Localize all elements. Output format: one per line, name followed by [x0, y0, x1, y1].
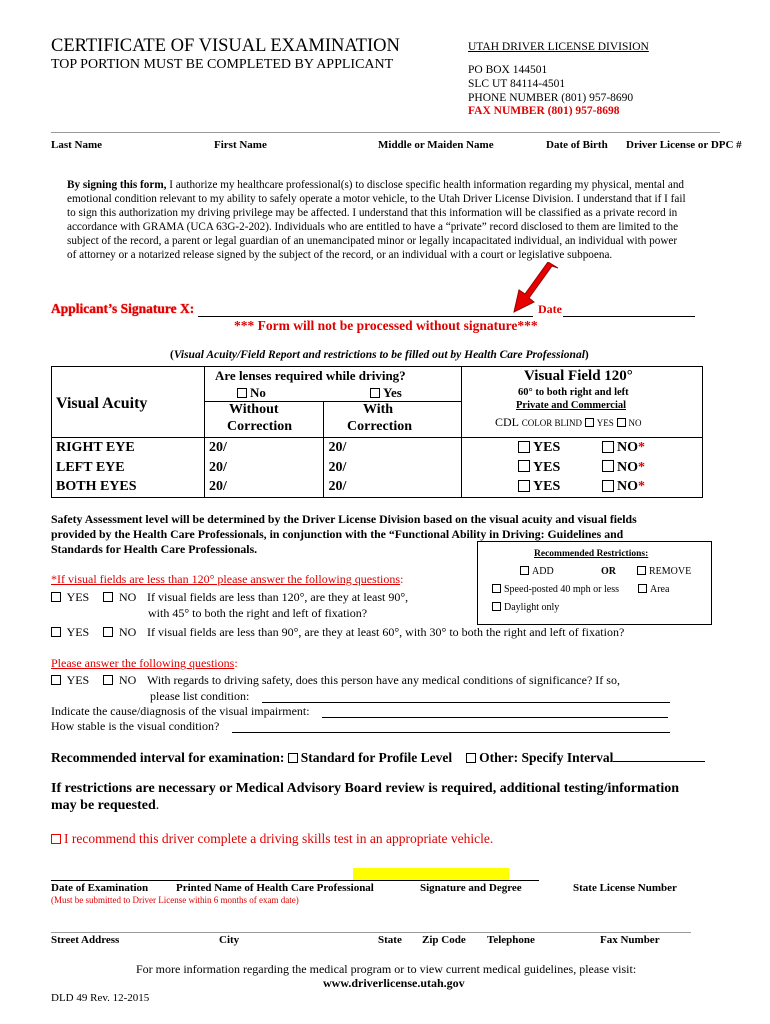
table-row: [52, 438, 703, 458]
state-license-label: State License Number: [573, 882, 677, 894]
date-label: Date: [538, 302, 562, 316]
restriction-daylight[interactable]: [492, 602, 559, 613]
checkbox-icon[interactable]: [103, 675, 113, 685]
form-subtitle: TOP PORTION MUST BE COMPLETED BY APPLICANT: [51, 57, 394, 72]
zip-label: Zip Code: [422, 934, 466, 946]
restriction-speed[interactable]: [492, 584, 619, 595]
lenses-cell: [205, 367, 462, 438]
signature-line[interactable]: [198, 316, 533, 317]
restriction-add[interactable]: [520, 566, 554, 577]
table-row: [52, 478, 703, 498]
restriction-remove[interactable]: [637, 566, 691, 577]
authorization-lead: By signing this form,: [67, 179, 167, 191]
division-name: UTAH DRIVER LICENSE DIVISION: [468, 41, 649, 53]
checkbox-icon[interactable]: [585, 418, 594, 427]
checkbox-icon[interactable]: [492, 602, 501, 611]
fq2-no[interactable]: [103, 625, 136, 640]
checkbox-icon[interactable]: [602, 441, 614, 453]
field-no-label: NO: [617, 439, 638, 455]
restrictions-title: Recommended Restrictions:: [534, 549, 649, 559]
city-label: City: [219, 934, 240, 946]
division-po-box: PO BOX 144501: [468, 64, 548, 76]
first-name-label: First Name: [214, 139, 267, 151]
footer-url[interactable]: www.driverlicense.utah.gov: [323, 976, 465, 990]
visual-field-note: 60° to both right and left: [518, 387, 629, 398]
telephone-label: Telephone: [487, 934, 535, 946]
field-no-label: NO: [617, 459, 638, 475]
cb-yes-label: YES: [596, 418, 614, 428]
address-line[interactable]: [51, 932, 691, 933]
safety-line-2: provided by the Health Care Professionals, in conjunction with the “Functional Ability in Driving: Guidelines and: [51, 527, 624, 541]
additional-line-1: If restrictions are necessary or Medical Advisory Board review is required, additional testing/information: [51, 781, 680, 796]
vision-note: (Visual Acuity/Field Report and restrictions to be filled out by Health Care Professional): [170, 349, 589, 361]
checkbox-icon[interactable]: [466, 753, 476, 763]
restrictions-box: [477, 541, 712, 625]
field-answer: YES NO*: [462, 438, 703, 458]
state-label: State: [378, 934, 402, 946]
middle-name-label: Middle or Maiden Name: [378, 139, 494, 151]
checkbox-icon[interactable]: [51, 592, 61, 602]
checkbox-icon[interactable]: [518, 460, 530, 472]
oq1-text-a: With regards to driving safety, does this person have any medical conditions of significance? If so,: [147, 673, 620, 687]
division-fax: FAX NUMBER (801) 957-8698: [468, 105, 620, 117]
dob-label: Date of Birth: [546, 139, 608, 151]
table-row: [52, 458, 703, 478]
cause-label: Indicate the cause/diagnosis of the visual impairment:: [51, 704, 310, 718]
other-heading: Please answer the following questions:: [51, 656, 238, 670]
acuity-label: Visual Acuity: [56, 395, 148, 412]
field-yes-label: YES: [533, 479, 561, 495]
without-value[interactable]: 20/: [205, 438, 324, 458]
field-answer: YES NO*: [462, 478, 703, 498]
checkbox-icon[interactable]: [288, 753, 298, 763]
oq1-text-b: please list condition:: [150, 689, 250, 703]
oq1-yes[interactable]: [51, 673, 89, 688]
checkbox-icon[interactable]: [518, 441, 530, 453]
cdl-label: CDL: [495, 415, 519, 429]
interval-line[interactable]: [613, 761, 705, 762]
last-name-label: Last Name: [51, 139, 103, 151]
interval-row: [51, 750, 705, 766]
yes-label: YES: [66, 625, 90, 639]
fq1-no[interactable]: [103, 590, 136, 605]
color-blind-row: [495, 415, 642, 430]
fq1-text-b: with 45° to both the right and left of fixation?: [148, 606, 368, 620]
with-value[interactable]: 20/: [324, 478, 462, 498]
without-correction-label: Correction: [227, 419, 293, 434]
examiner-line[interactable]: [51, 880, 539, 881]
footer-info: For more information regarding the medical program or to view current medical guidelines, please visit:: [136, 962, 637, 976]
license-label: Driver License or DPC #: [626, 139, 742, 151]
authorization-body: I authorize my healthcare professional(s) to disclose specific health information regarding my physical, mental and emotional condition relevant to my ability to safely operate a motor vehicle, to the Utah Driver License Division. I understand that if I fail to sign this authorization my driving privilege may be affected. I understand that this information will be classified as a private record in accordance with GRAMA (UCA 63G-2-202). Individuals who are entitled to have a “private” record disclosed to them are limited to the subject of the record, a parent or legal guardian of an unemancipated minor or legally incapacitated individual, an individual with power of attorney or a notarized release signed by the subject of the record, or an individual with a court or legislative subpoena.: [67, 179, 686, 261]
division-phone: PHONE NUMBER (801) 957-8690: [468, 92, 634, 104]
no-label: NO: [119, 625, 137, 639]
signature-label: Applicant’s Signature X:: [51, 301, 195, 316]
eye-label: BOTH EYES: [52, 478, 205, 498]
fq2-yes[interactable]: [51, 625, 89, 640]
field-yes-label: YES: [533, 439, 561, 455]
additional-line-2-text: may be requested: [51, 798, 156, 813]
checkbox-icon[interactable]: [520, 566, 529, 575]
checkbox-icon[interactable]: [51, 627, 61, 637]
skills-test[interactable]: [51, 831, 493, 847]
without-label: Without: [229, 402, 279, 417]
acuity-header: [52, 367, 205, 438]
with-value[interactable]: 20/: [324, 458, 462, 478]
checkbox-icon[interactable]: [103, 592, 113, 602]
fq1-text-a: If visual fields are less than 120°, are they at least 90°,: [147, 590, 409, 604]
add-label: ADD: [532, 566, 554, 577]
with-value[interactable]: 20/: [324, 438, 462, 458]
condition-line[interactable]: [262, 702, 670, 703]
checkbox-icon[interactable]: [492, 584, 501, 593]
fax-label: Fax Number: [600, 934, 660, 946]
exam-note: (Must be submitted to Driver License within 6 months of exam date): [51, 895, 299, 905]
yes-label: YES: [66, 590, 90, 604]
checkbox-icon[interactable]: [637, 566, 646, 575]
vision-note-text: Visual Acuity/Field Report and restrictions to be filled out by Health Care Professional: [173, 349, 585, 361]
color-blind-label: COLOR BLIND: [521, 418, 582, 428]
additional-line-2: may be requested.: [51, 798, 160, 813]
lenses-no[interactable]: [237, 385, 266, 401]
with-correction-label: Correction: [347, 419, 413, 434]
without-value[interactable]: 20/: [205, 458, 324, 478]
stable-line[interactable]: [232, 732, 670, 733]
restriction-area[interactable]: [638, 584, 669, 595]
signature-warning: *** Form will not be processed without signature***: [234, 318, 538, 333]
acuity-table: [51, 366, 703, 498]
street-label: Street Address: [51, 934, 120, 946]
printed-name-label: Printed Name of Health Care Professional: [176, 882, 374, 894]
without-value[interactable]: 20/: [205, 478, 324, 498]
fields-heading-text: *If visual fields are less than 120° please answer the following questions: [51, 572, 401, 586]
oq1-no[interactable]: [103, 673, 136, 688]
visual-field-title: Visual Field 120°: [524, 368, 633, 384]
daylight-label: Daylight only: [504, 602, 560, 613]
checkbox-icon[interactable]: [638, 584, 647, 593]
lenses-no-label: No: [250, 385, 266, 400]
checkbox-icon[interactable]: [518, 480, 530, 492]
checkbox-icon[interactable]: [370, 388, 380, 398]
checkbox-icon[interactable]: [51, 834, 61, 844]
remove-label: REMOVE: [649, 566, 692, 577]
safety-line-1: Safety Assessment level will be determined by the Driver License Division based on the visual acuity and visual fields: [51, 512, 637, 526]
checkbox-icon[interactable]: [602, 460, 614, 472]
with-label: With: [363, 402, 394, 417]
form-revision: DLD 49 Rev. 12-2015: [51, 992, 150, 1004]
applicant-line: [51, 132, 720, 133]
interval-label: Recommended interval for examination:: [51, 750, 288, 765]
skills-test-text: I recommend this driver complete a driving skills test in an appropriate vehicle.: [64, 831, 494, 846]
speed-label: Speed-posted 40 mph or less: [504, 584, 619, 595]
visual-field-cell: [462, 367, 703, 438]
area-label: Area: [650, 584, 670, 595]
form-title: CERTIFICATE OF VISUAL EXAMINATION: [51, 36, 400, 56]
eye-label: RIGHT EYE: [52, 438, 205, 458]
exam-date-label: Date of Examination: [51, 882, 149, 894]
field-no-label: NO: [617, 479, 638, 495]
field-yes-label: YES: [533, 459, 561, 475]
checkbox-icon[interactable]: [237, 388, 247, 398]
no-label: NO: [119, 590, 137, 604]
checkbox-icon[interactable]: [103, 627, 113, 637]
interval-standard[interactable]: Standard for Profile Level: [300, 750, 453, 765]
checkbox-icon[interactable]: [617, 418, 626, 427]
yes-label: YES: [66, 673, 90, 687]
stable-label: How stable is the visual condition?: [51, 719, 220, 733]
division-city: SLC UT 84114-4501: [468, 78, 566, 90]
interval-other[interactable]: Other: Specify Interval: [479, 750, 614, 765]
fields-heading: *If visual fields are less than 120° please answer the following questions:: [51, 572, 404, 586]
checkbox-icon[interactable]: [51, 675, 61, 685]
visual-field-type: Private and Commercial: [516, 400, 627, 411]
eye-label: LEFT EYE: [52, 458, 205, 478]
lenses-yes-label: Yes: [383, 385, 402, 400]
fq2-text: If visual fields are less than 90°, are they at least 60°, with 30° to both the right and left of fixation?: [147, 625, 625, 639]
date-line[interactable]: [563, 316, 695, 317]
other-heading-text: Please answer the following questions: [51, 656, 235, 670]
lenses-yes[interactable]: [370, 385, 402, 401]
restriction-or: OR: [601, 566, 616, 577]
checkbox-icon[interactable]: [602, 480, 614, 492]
lenses-question: Are lenses required while driving?: [215, 368, 406, 383]
cb-no-label: NO: [628, 418, 642, 428]
safety-line-3: Standards for Health Care Professionals.: [51, 542, 258, 556]
no-label: NO: [119, 673, 137, 687]
fq1-yes[interactable]: [51, 590, 89, 605]
field-answer: YES NO*: [462, 458, 703, 478]
cause-line[interactable]: [322, 717, 668, 718]
signature-degree-label: Signature and Degree: [420, 882, 522, 894]
authorization-text: [67, 178, 687, 262]
